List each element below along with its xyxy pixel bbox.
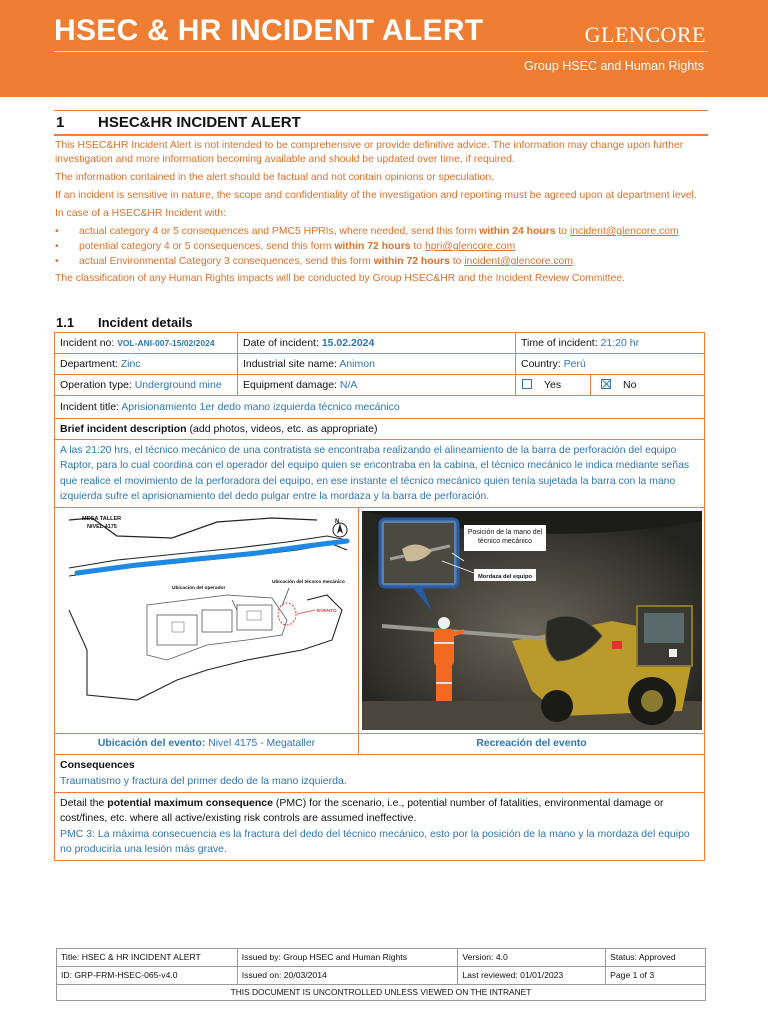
footer-row <box>57 949 706 967</box>
subsection-title: Incident details <box>98 315 193 330</box>
footer-row <box>57 985 706 1001</box>
table-row <box>55 508 705 734</box>
incident-title: Aprisionamiento 1er dedo mano izquierda técnico mecánico <box>121 401 400 413</box>
reporting-list <box>55 225 710 269</box>
map-area-label: MEGA TALLER <box>82 516 122 523</box>
table-row <box>55 396 705 419</box>
time-cell: Time of incident: 21:20 hr <box>516 333 705 353</box>
subsection-heading <box>56 315 193 330</box>
equipment-cell: Equipment damage: N/A <box>238 375 516 395</box>
photo-cell <box>359 508 705 733</box>
table-row <box>55 755 705 793</box>
footer-last-reviewed: Last reviewed: 01/01/2023 <box>458 967 606 984</box>
consequences-label: Consequences <box>60 759 135 772</box>
intro-paragraph: This HSEC&HR Incident Alert is not intended to be comprehensive or provide definitive advice. The information may change upon further investigation and more information becoming available and should be updated over time, if required. <box>55 140 684 165</box>
intro-paragraph: The classification of any Human Rights impacts will be conducted by Group HSEC&HR and the Incident Review Committee. <box>55 272 626 284</box>
incident-number: VOL-ANI-007-15/02/2024 <box>117 338 215 348</box>
pmc-text: PMC 3: La máxima consecuencia es la fractura del dedo del técnico mecánico, esto por la posición de la mano y la mordaza del equipo no produciría una lesión más grave. <box>60 828 690 855</box>
footer-version: Version: 4.0 <box>458 949 606 966</box>
intro-paragraph: If an incident is sensitive in nature, the scope and confidentiality of the investigation and reporting must be agreed upon at department level. <box>55 189 697 201</box>
map-level-label: NIVEL 4175 <box>87 524 117 531</box>
footer-status: Status: Approved <box>606 949 706 966</box>
table-row <box>55 333 705 354</box>
equipment-value: N/A <box>339 379 358 391</box>
section-rule-top <box>54 110 708 111</box>
pmc-cell <box>55 793 705 860</box>
footer-id: ID: GRP-FRM-HSEC-065-v4.0 <box>57 967 238 984</box>
photo-caption: Recreación del evento <box>359 734 705 754</box>
site-value: Animon <box>339 358 375 370</box>
incident-time: 21:20 hr <box>600 337 640 349</box>
section-heading <box>56 114 301 131</box>
incident-date: 15.02.2024 <box>321 337 375 349</box>
brief-label-cell: Brief incident description (add photos, videos, etc. as appropriate) <box>55 419 705 439</box>
table-row <box>55 440 705 508</box>
map-event-label: EVENTO <box>317 609 337 615</box>
footer-page: Page 1 of 3 <box>606 967 706 984</box>
section-rule <box>54 134 708 136</box>
map-operator-label: Ubicación del operador <box>172 586 226 592</box>
section-title: HSEC&HR INCIDENT ALERT <box>98 114 301 131</box>
document-footer <box>56 948 706 1001</box>
operation-value: Underground mine <box>134 379 222 391</box>
pmc-instructions: Detail the potential maximum consequence (PMC) for the scenario, i.e., potential number of fatalities, environmental damage or cost/fines, etc. where all active/existing risk controls are assumed ineffective. <box>60 797 664 824</box>
email-link[interactable]: incident@glencore.com <box>464 256 573 268</box>
incident-number-cell: Incident no: VOL-ANI-007-15/02/2024 <box>55 333 238 353</box>
location-map-drawing <box>57 510 352 729</box>
incident-title-cell: Incident title: Aprisionamiento 1er dedo mano izquierda técnico mecánico <box>55 396 705 418</box>
page-title: HSEC & HR INCIDENT ALERT <box>54 14 484 47</box>
list-item: • actual Environmental Category 3 consequences, send this form within 72 hours to incident@glencore.com <box>55 255 710 269</box>
operation-cell: Operation type: Underground mine <box>55 375 238 395</box>
map-mechanic-label: Ubicación del técnico mecánico <box>272 580 345 586</box>
map-north-label: N <box>335 519 340 526</box>
footer-title: Title: HSEC & HR INCIDENT ALERT <box>57 949 238 966</box>
intro-text <box>55 139 710 290</box>
table-row <box>55 734 705 755</box>
header-subtitle: Group HSEC and Human Rights <box>524 59 704 73</box>
footer-issued-by: Issued by: Group HSEC and Human Rights <box>238 949 459 966</box>
country-value: Perú <box>563 358 586 370</box>
department-value: Zinc <box>120 358 141 370</box>
consequences-cell <box>55 755 705 792</box>
email-link[interactable]: incident@glencore.com <box>569 225 679 237</box>
section-number: 1 <box>56 114 65 131</box>
table-row <box>55 354 705 375</box>
glencore-logo: GLENCORE <box>584 22 706 47</box>
location-map <box>57 510 352 729</box>
map-cell <box>55 508 359 733</box>
banner-divider <box>54 51 708 52</box>
header-banner <box>0 0 768 97</box>
event-recreation-photo <box>362 511 702 730</box>
incident-description: A las 21:20 hrs, el técnico mecánico de una contratista se encontraba realizando el alineamiento de la barra de perforación del equipo Raptor, para lo cual coordina con el operador del equipo quien se encontraba en la cabina, el técnico mecánico le indica mediante señas que realice el movimiento de la perforadora del equipo, en ese instante el técnico mecánico quien tenía sujetada la barra con la mano izquierda sufre el aprisionamiento del dedo pulgar entre la mordaza y la barra de perforación. <box>55 440 705 507</box>
no-option[interactable]: No <box>591 375 705 395</box>
date-cell: Date of incident: 15.02.2024 <box>238 333 516 353</box>
consequences-text: Traumatismo y fractura del primer dedo de la mano izquierda. <box>60 775 347 788</box>
checkbox-checked-icon[interactable] <box>601 379 611 389</box>
country-cell: Country: Perú <box>516 354 705 374</box>
checkbox-empty-icon[interactable] <box>522 379 532 389</box>
list-item: • actual category 4 or 5 consequences and PMC5 HPRIs, where needed, send this form within 24 hours to incident@glencore.com <box>55 225 710 239</box>
table-row <box>55 793 705 861</box>
email-link[interactable]: hpri@glencore.com <box>424 241 516 253</box>
department-cell: Department: Zinc <box>55 354 238 374</box>
photo-callout-hand: Posición de la mano del técnico mecánico <box>467 529 543 546</box>
subsection-number: 1.1 <box>56 315 75 330</box>
site-cell: Industrial site name: Animon <box>238 354 516 374</box>
event-recreation-drawing <box>362 511 702 730</box>
map-caption: Ubicación del evento: Nivel 4175 - Megataller <box>55 734 359 754</box>
yes-option[interactable]: Yes <box>516 375 591 395</box>
table-row <box>55 375 705 396</box>
table-row <box>55 419 705 440</box>
list-item: • potential category 4 or 5 consequences, send this form within 72 hours to hpri@glencore.com <box>55 240 710 254</box>
incident-details-table <box>54 332 705 861</box>
intro-paragraph: The information contained in the alert should be factual and not contain opinions or speculation. <box>55 171 495 183</box>
photo-callout-clamp: Mordaza del equipo <box>477 574 533 581</box>
footer-issued-on: Issued on: 20/03/2014 <box>238 967 459 984</box>
footer-row <box>57 967 706 985</box>
intro-paragraph: In case of a HSEC&HR Incident with: <box>55 207 226 219</box>
footer-notice: THIS DOCUMENT IS UNCONTROLLED UNLESS VIEWED ON THE INTRANET <box>57 985 706 1000</box>
